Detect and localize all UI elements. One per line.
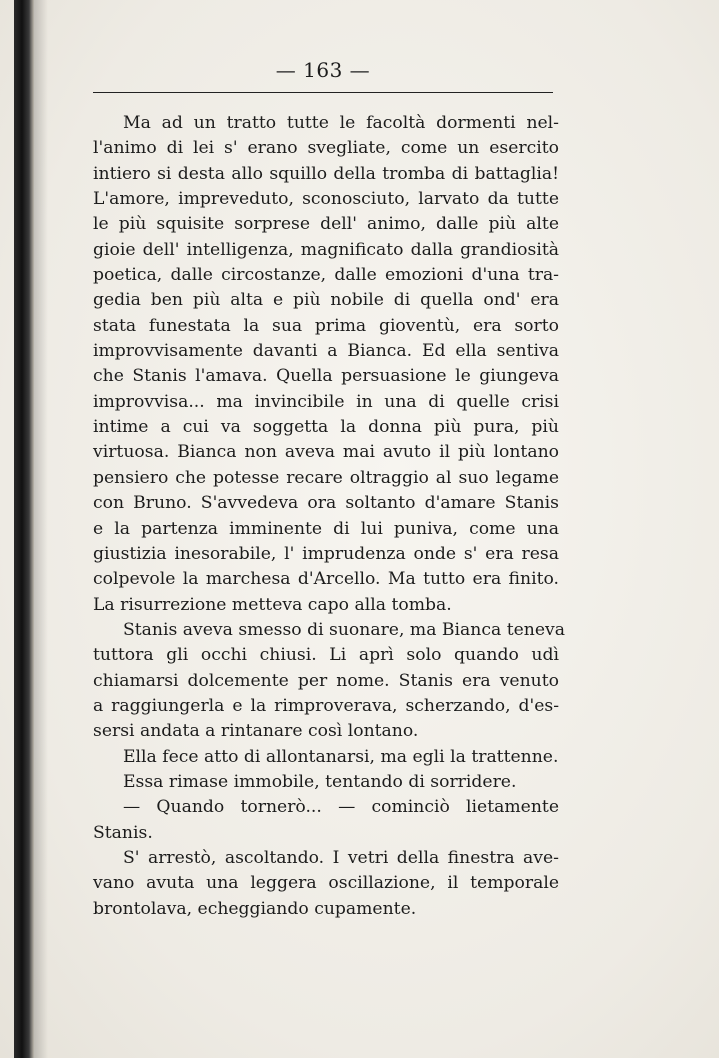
body-text	[93, 111, 565, 922]
text-line: stata funestata la sua prima gioventù, era sorto	[93, 315, 559, 336]
text-line: giustizia inesorabile, l' imprudenza onde s' era resa	[93, 543, 559, 564]
text-line: S' arrestò, ascoltando. I vetri della finestra ave-	[123, 847, 559, 868]
text-line: L'amore, impreveduto, sconosciuto, larvato da tutte	[93, 189, 559, 210]
text-line: Ella fece atto di allontanarsi, ma egli la trattenne.	[123, 746, 559, 767]
text-line: l'animo di lei s' erano svegliate, come un esercito	[93, 138, 559, 159]
text-line: vano avuta una leggera oscillazione, il temporale	[93, 873, 559, 894]
text-line: chiamarsi dolcemente per nome. Stanis era venuto	[93, 670, 559, 691]
text-line: La risurrezione metteva capo alla tomba.	[93, 594, 452, 615]
text-line: virtuosa. Bianca non aveva mai avuto il più lontano	[93, 442, 559, 463]
page-number: — 163 —	[275, 58, 371, 82]
text-line: intiero si desta allo squillo della tromba di battaglia!	[93, 163, 559, 184]
text-line: gioie dell' intelligenza, magnificato dalla grandiosità	[93, 239, 559, 260]
text-line: Stanis.	[93, 822, 153, 843]
text-line: a raggiungerla e la rimproverava, scherzando, d'es-	[93, 695, 559, 716]
text-line: intime a cui va soggetta la donna più pura, più	[93, 417, 559, 438]
text-line: e la partenza imminente di lui puniva, come una	[93, 518, 559, 539]
header-rule	[93, 92, 553, 93]
text-line: improvvisamente davanti a Bianca. Ed ella sentiva	[93, 341, 559, 362]
text-line: brontolava, echeggiando cupamente.	[93, 898, 417, 919]
text-line: le più squisite sorprese dell' animo, dalle più alte	[93, 214, 559, 235]
text-line: pensiero che potesse recare oltraggio al suo legame	[93, 467, 559, 488]
text-line: sersi andata a rintanare così lontano.	[93, 721, 419, 742]
book-binding	[14, 0, 34, 1058]
text-line: gedia ben più alta e più nobile di quella ond' era	[93, 290, 559, 311]
text-line: tuttora gli occhi chiusi. Li aprì solo quando udì	[93, 645, 559, 666]
text-line: improvvisa... ma invincibile in una di quelle crisi	[93, 391, 559, 412]
text-line: Ma ad un tratto tutte le facoltà dormenti nel-	[123, 113, 559, 133]
text-line: Stanis aveva smesso di suonare, ma Bianca teneva	[123, 619, 565, 640]
text-line: — Quando tornerò... — cominciò lietamente	[123, 797, 559, 818]
text-line: poetica, dalle circostanze, dalle emozioni d'una tra-	[93, 265, 559, 286]
text-line: che Stanis l'amava. Quella persuasione le giungeva	[93, 366, 559, 387]
text-line: colpevole la marchesa d'Arcello. Ma tutto era finito.	[93, 569, 559, 590]
text-line: con Bruno. S'avvedeva ora soltanto d'amare Stanis	[93, 493, 559, 514]
binding-shadow	[34, 0, 48, 1058]
text-line: Essa rimase immobile, tentando di sorridere.	[123, 771, 517, 792]
